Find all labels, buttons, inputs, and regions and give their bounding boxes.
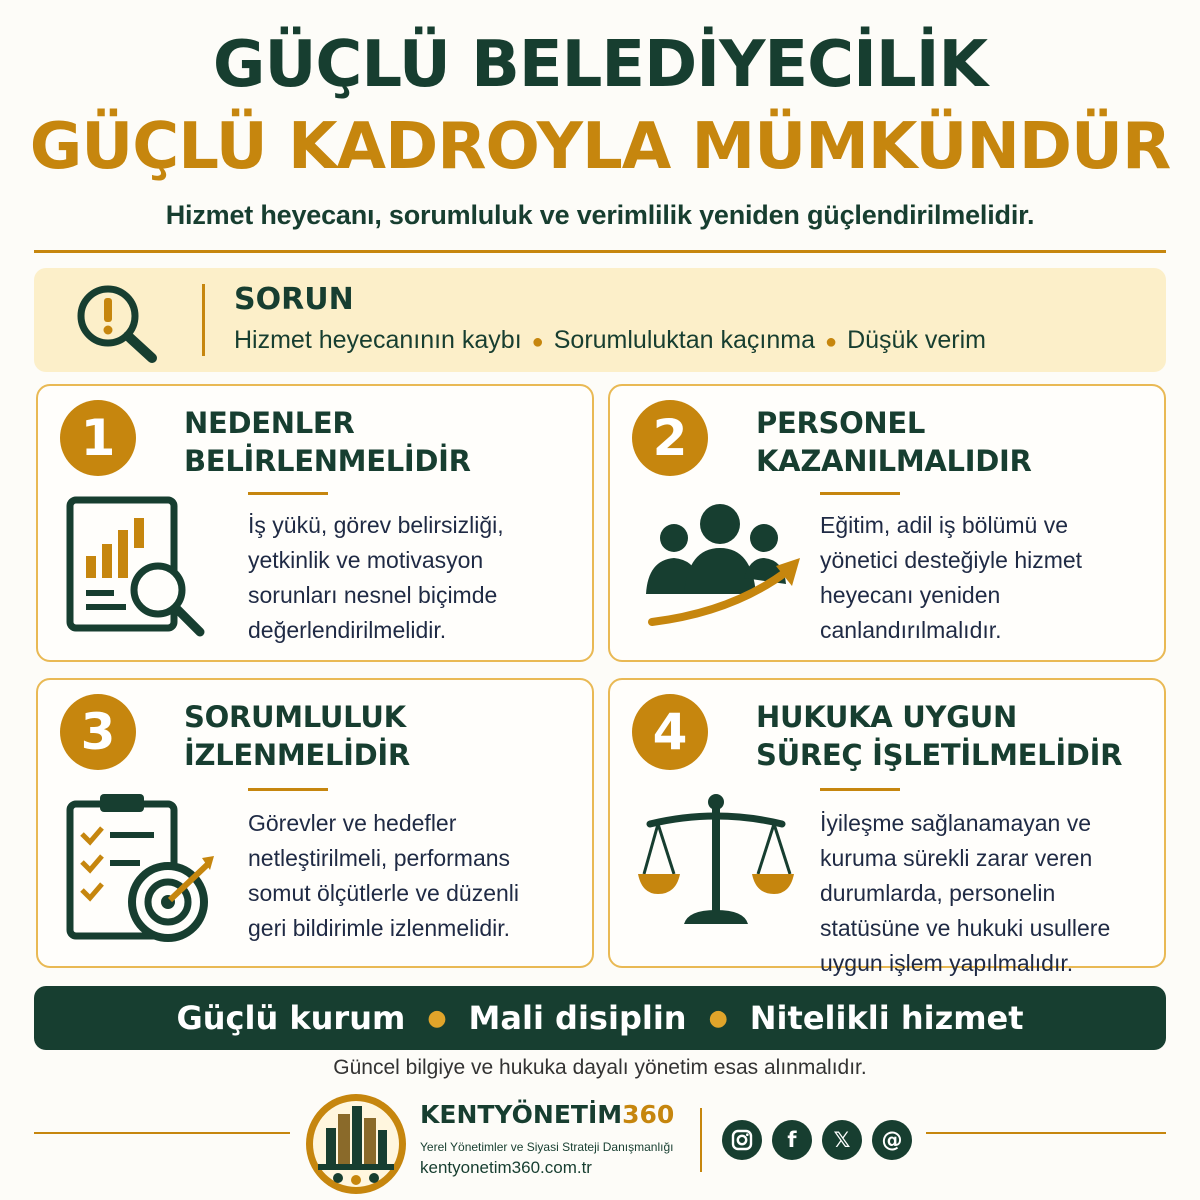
banner-item: Mali disiplin bbox=[468, 999, 687, 1037]
card-accent-bar bbox=[248, 788, 328, 791]
x-icon[interactable]: 𝕏 bbox=[822, 1120, 862, 1160]
card-accent-bar bbox=[820, 788, 900, 791]
card-accent-bar bbox=[820, 492, 900, 495]
problem-item: Sorumluluktan kaçınma bbox=[553, 326, 815, 354]
card-text-line: Eğitim, adil iş bölümü ve bbox=[820, 512, 1068, 538]
website-link[interactable]: kentyonetim360.com.tr bbox=[420, 1158, 592, 1177]
card-staff bbox=[608, 384, 1166, 662]
banner-item: Nitelikli hizmet bbox=[749, 999, 1024, 1037]
footer-divider-right bbox=[926, 1132, 1166, 1134]
card-description bbox=[248, 508, 504, 648]
card-text-line: yönetici desteğiyle hizmet bbox=[820, 547, 1083, 573]
step-number: 2 bbox=[632, 400, 708, 476]
card-title-line: PERSONEL bbox=[756, 406, 926, 440]
header-divider bbox=[34, 250, 1166, 253]
card-text-line: statüsüne ve hukuki usullere bbox=[820, 915, 1111, 941]
card-description bbox=[248, 806, 519, 946]
card-text-line: heyecanı yeniden bbox=[820, 582, 1001, 608]
card-text-line: durumlarda, personelin bbox=[820, 880, 1056, 906]
brand-accent: 360 bbox=[622, 1100, 675, 1129]
card-description bbox=[820, 508, 1082, 648]
bullet-icon: ● bbox=[824, 331, 838, 353]
card-title-line: SÜREÇ İŞLETİLMELİDİR bbox=[756, 738, 1123, 772]
card-title-line: NEDENLER bbox=[184, 406, 355, 440]
card-accent-bar bbox=[248, 492, 328, 495]
banner-item: Güçlü kurum bbox=[176, 999, 406, 1037]
card-title bbox=[756, 698, 1122, 774]
city-logo-icon bbox=[304, 1092, 408, 1196]
card-text-line: yetkinlik ve motivasyon bbox=[248, 547, 484, 573]
facebook-icon[interactable]: f bbox=[772, 1120, 812, 1160]
scales-of-justice-icon bbox=[636, 790, 796, 940]
card-responsibility bbox=[36, 678, 594, 968]
card-text-line: somut ölçütlerle ve düzenli bbox=[248, 880, 520, 906]
card-title-line: İZLENMELİDİR bbox=[184, 738, 410, 772]
bullet-icon: ● bbox=[427, 1005, 447, 1031]
problem-box bbox=[34, 268, 1166, 372]
card-title bbox=[184, 404, 471, 480]
card-text-line: canlandırılmalıdır. bbox=[820, 617, 1002, 643]
brand-main: KENTYÖNETİM bbox=[420, 1100, 623, 1129]
card-text-line: kuruma sürekli zarar veren bbox=[820, 845, 1093, 871]
problem-separator bbox=[202, 284, 205, 356]
step-number: 3 bbox=[60, 694, 136, 770]
problem-item: Hizmet heyecanının kaybı bbox=[234, 326, 522, 354]
summary-banner bbox=[34, 986, 1166, 1050]
card-title-line: SORUMLULUK bbox=[184, 700, 406, 734]
page-subtitle: Hizmet heyecanı, sorumluluk ve verimlilik yeniden güçlendirilmelidir. bbox=[165, 200, 1035, 230]
card-text-line: İyileşme sağlanamayan ve bbox=[820, 810, 1092, 836]
footer-separator bbox=[700, 1108, 702, 1172]
problem-item: Düşük verim bbox=[847, 326, 986, 354]
card-text-line: geri bildirimle izlenmelidir. bbox=[248, 915, 511, 941]
threads-icon[interactable]: @ bbox=[872, 1120, 912, 1160]
page-title-line2: GÜÇLÜ KADROYLA MÜMKÜNDÜR bbox=[29, 110, 1171, 184]
problem-title: SORUN bbox=[234, 282, 354, 317]
card-title bbox=[756, 404, 1032, 480]
bullet-icon: ● bbox=[531, 331, 544, 353]
checklist-target-icon bbox=[64, 790, 224, 950]
card-text-line: sorunları nesnel biçimde bbox=[248, 582, 498, 608]
brand-name bbox=[420, 1100, 674, 1129]
instagram-icon[interactable] bbox=[722, 1120, 762, 1160]
bullet-icon: ● bbox=[708, 1005, 728, 1031]
brand-tagline: Yerel Yönetimler ve Siyasi Strateji Danışmanlığı bbox=[420, 1140, 674, 1154]
card-title-line: BELİRLENMELİDİR bbox=[184, 444, 471, 478]
card-description bbox=[820, 806, 1110, 981]
card-causes bbox=[36, 384, 594, 662]
card-title bbox=[184, 698, 410, 774]
footer-divider-left bbox=[34, 1132, 290, 1134]
card-title-line: HUKUKA UYGUN bbox=[756, 700, 1017, 734]
card-text-line: İş yükü, görev belirsizliği, bbox=[248, 512, 504, 538]
card-text-line: Görevler ve hedefler bbox=[248, 810, 457, 836]
card-title-line: KAZANILMALIDIR bbox=[756, 444, 1032, 478]
card-text-line: uygun işlem yapılmalıdır. bbox=[820, 950, 1074, 976]
step-number: 1 bbox=[60, 400, 136, 476]
problem-items bbox=[234, 326, 986, 355]
step-number: 4 bbox=[632, 694, 708, 770]
page-title-line1: GÜÇLÜ BELEDİYECİLİK bbox=[212, 28, 988, 102]
card-text-line: değerlendirilmelidir. bbox=[248, 617, 447, 643]
card-text-line: netleştirilmeli, performans bbox=[248, 845, 511, 871]
report-analysis-icon bbox=[64, 494, 224, 644]
card-legal-process bbox=[608, 678, 1166, 976]
footer-note: Güncel bilgiye ve hukuka dayalı yönetim esas alınmalıdır. bbox=[333, 1056, 867, 1079]
team-growth-icon bbox=[636, 494, 806, 644]
magnifier-exclamation-icon bbox=[72, 282, 162, 364]
